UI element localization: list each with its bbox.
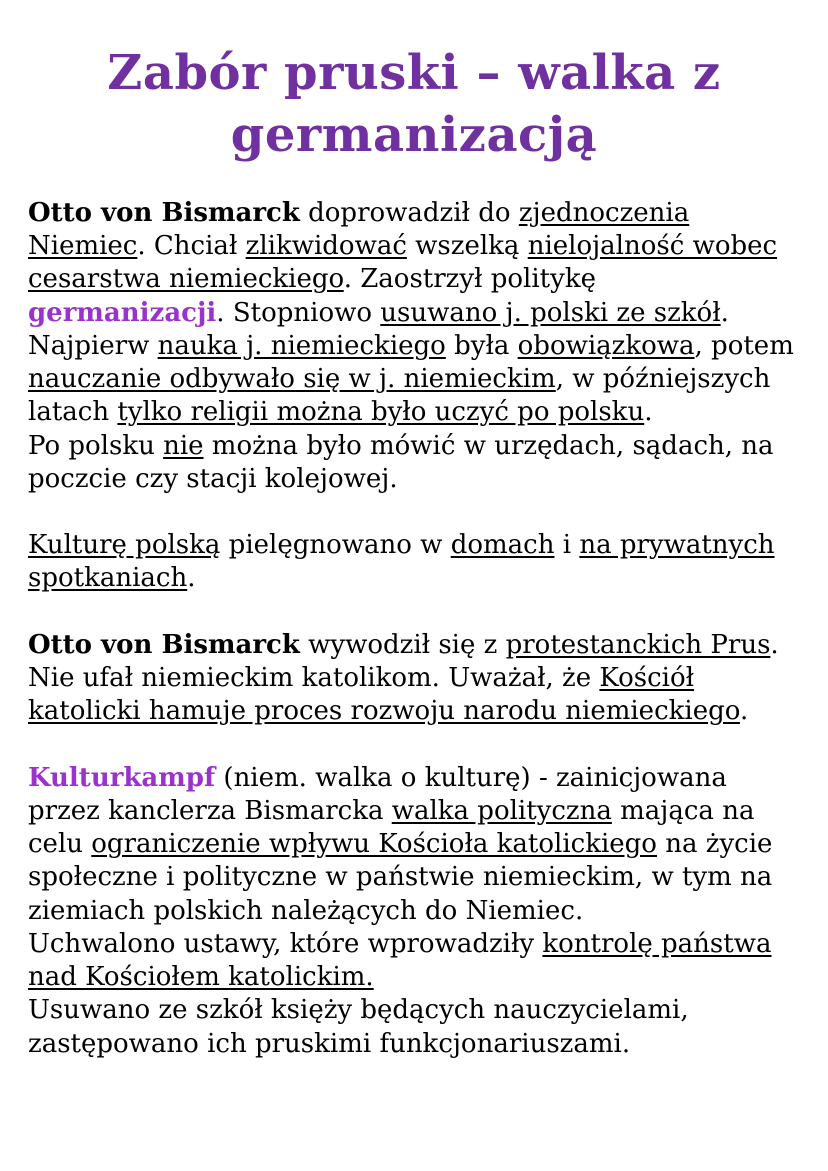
text-run: Kulturkampf [28, 762, 216, 793]
text-run: nielojalność wobec cesarstwa niemieckiego [28, 231, 778, 295]
paragraph-polish-culture [28, 529, 800, 596]
text-run: usuwano j. polski ze szkół [380, 297, 721, 328]
text-run: nie [163, 430, 204, 461]
paragraph-kulturkampf [28, 762, 800, 1061]
text-run: zlikwidować [245, 231, 407, 262]
text-run: była [445, 330, 518, 361]
text-run: Otto von Bismarck [28, 629, 300, 660]
text-run: wywodził się z [299, 629, 506, 660]
text-run: . Nie ufał niemieckim katolikom. Uważał, że [28, 629, 779, 693]
text-run: Usuwano ze szkół księży będących nauczycielami, zastępowano ich pruskimi funkcjonariuszami. [28, 995, 689, 1059]
text-run: . [187, 563, 196, 594]
text-run: (niem. walka o kulturę) - zainicjowana przez kanclerza Bismarcka [28, 762, 727, 826]
text-run: walka polityczna [391, 795, 612, 826]
text-run: , potem [694, 330, 794, 361]
document-body [28, 197, 800, 1061]
page-title: Zabór pruski – walka z germanizacją [107, 45, 721, 164]
paragraph-bismarck-germanization [28, 197, 800, 496]
text-run: Kulturę polską [28, 530, 221, 561]
text-run: tylko religii można było uczyć po polsku [117, 397, 645, 428]
text-run: Otto von Bismarck [28, 197, 300, 228]
text-run: na prywatnych spotkaniach [28, 530, 775, 594]
text-run: domach [450, 530, 555, 561]
text-run: . [739, 696, 749, 727]
text-run: . [644, 397, 653, 428]
text-run: Po polsku [28, 430, 164, 461]
text-run: Uchwalono ustawy, które wprowadziły [28, 928, 543, 959]
text-run: mająca na celu [28, 795, 755, 860]
text-run: nauczanie odbywało się w j. niemieckim [28, 364, 556, 395]
text-run: nauka j. niemieckiego [157, 330, 446, 361]
text-run: kontrolę państwa nad Kościołem katolickim. [28, 928, 772, 993]
text-run: doprowadził do [299, 197, 519, 228]
text-run: można było mówić w urzędach, sądach, na poczcie czy stacji kolejowej. [28, 430, 774, 494]
text-run: germanizacji [28, 297, 217, 328]
text-run: . Zaostrzył politykę [343, 264, 596, 295]
text-run: Kościół katolicki hamuje proces rozwoju narodu niemieckiego [28, 662, 740, 727]
text-run: i [554, 530, 580, 561]
text-run: ograniczenie wpływu Kościoła katolickiego [91, 829, 657, 860]
text-run: wszelką [406, 231, 528, 262]
text-run: protestanckich Prus [505, 629, 771, 660]
text-run: . Stopniowo [216, 297, 381, 328]
text-run: . Najpierw [28, 297, 729, 361]
text-run: . Chciał [137, 231, 246, 262]
text-run: pielęgnowano w [220, 530, 451, 561]
text-run: obowiązkowa [517, 330, 695, 361]
paragraph-bismarck-protestant [28, 629, 800, 729]
text-run: na życie społeczne i polityczne w państwie niemieckim, w tym na ziemiach polskich należących do Niemiec. [28, 829, 773, 926]
text-run: , w późniejszych latach [28, 364, 771, 428]
text-run: zjednoczenia Niemiec [28, 197, 690, 262]
